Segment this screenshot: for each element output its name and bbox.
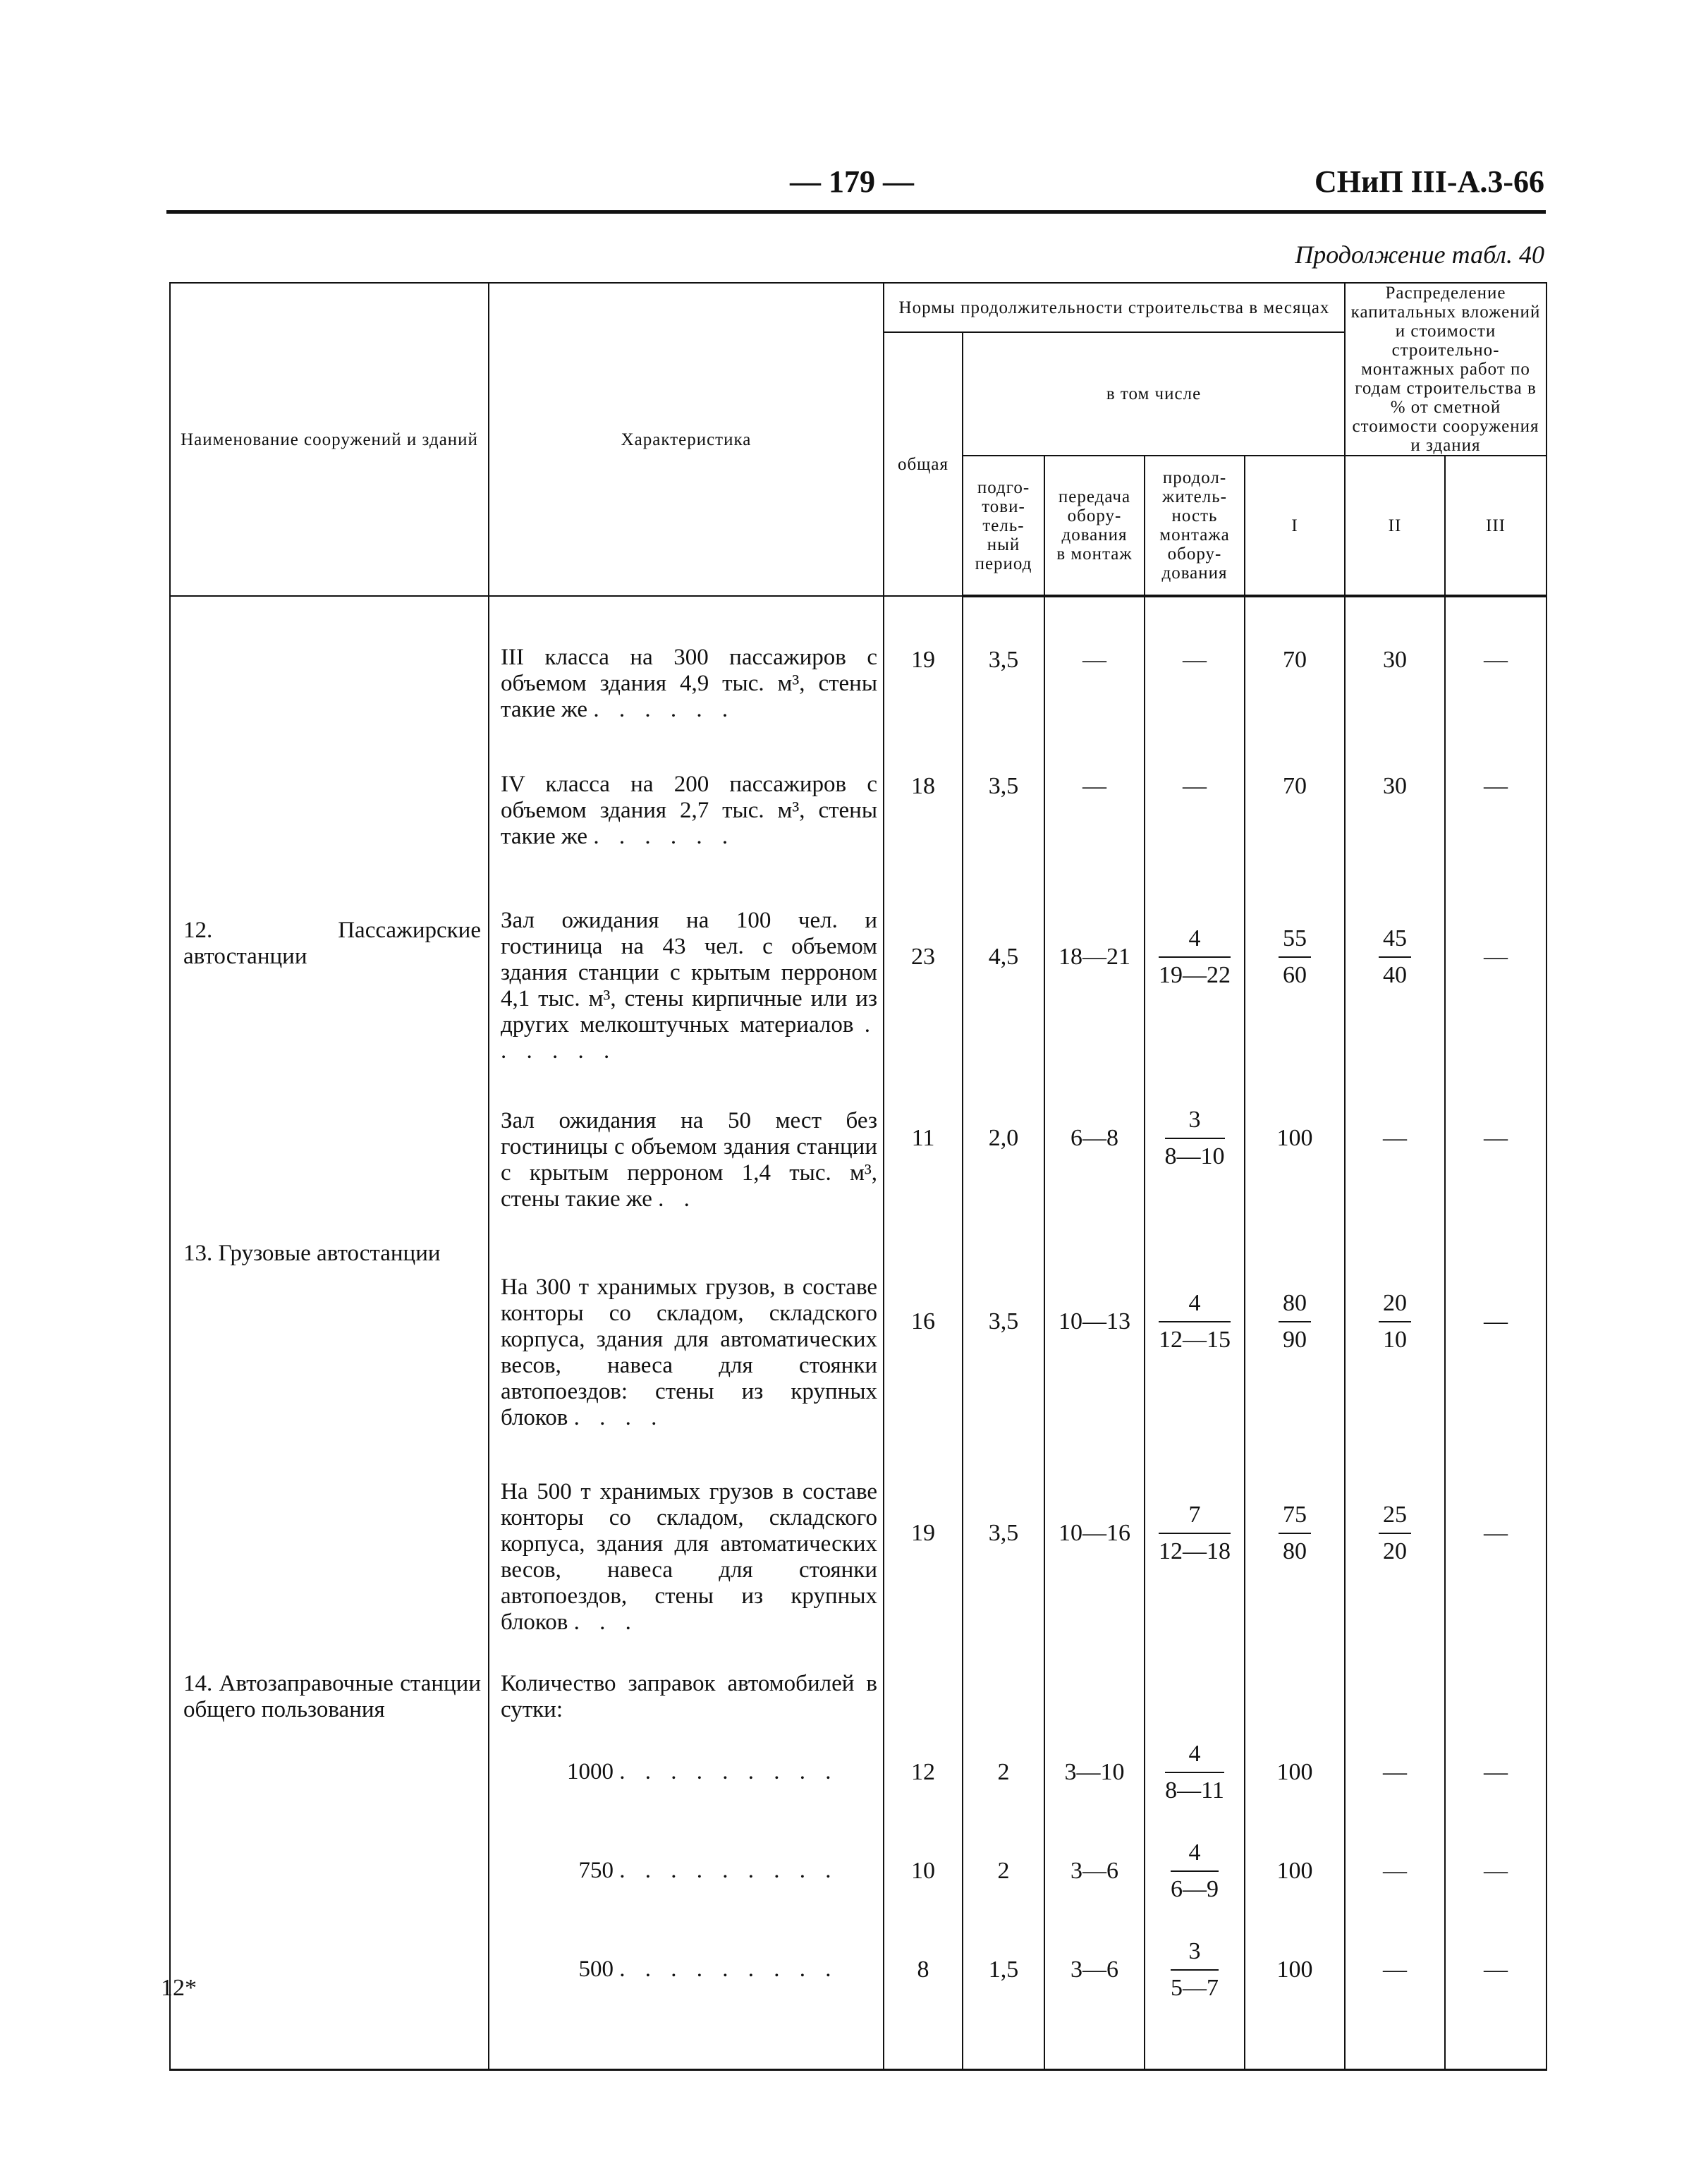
row-name	[170, 1064, 489, 1212]
fraction-top: 3	[1171, 1938, 1219, 1971]
leader-dots: . . . . . . . . .	[619, 1957, 838, 1983]
cell-year-2-fraction	[1379, 925, 1411, 989]
fraction-top: 4	[1159, 1290, 1231, 1322]
cell-transfer: 3—6	[1044, 1921, 1145, 2019]
cell-total: 19	[884, 596, 963, 723]
table-row	[170, 1636, 1547, 1723]
row-name	[170, 1431, 489, 1636]
cell-year-3: —	[1445, 723, 1547, 850]
cell-year-3: —	[1445, 850, 1547, 1064]
row-characteristic: Количество заправок автомобилей в сутки:	[489, 1636, 884, 1723]
cell-year-1: 100	[1245, 1822, 1345, 1921]
fraction-bottom: 80	[1283, 1538, 1307, 1564]
row-name	[170, 596, 489, 723]
cell-transfer: 3—10	[1044, 1723, 1145, 1822]
fraction-top: 3	[1165, 1107, 1225, 1139]
cell-year-1-fraction	[1279, 925, 1311, 989]
cell-year-3: —	[1445, 1212, 1547, 1431]
fraction-top: 7	[1159, 1502, 1231, 1534]
fraction-top: 4	[1159, 925, 1231, 958]
fraction-top: 80	[1279, 1290, 1311, 1322]
fraction-bottom: 20	[1383, 1538, 1407, 1564]
table-row	[170, 596, 1547, 723]
leader-dots: . . . . . .	[593, 697, 736, 723]
leader-dots: . . . . . . . . .	[619, 1759, 838, 1785]
cell-duration: —	[1145, 723, 1245, 850]
cell-year-2-fraction	[1379, 1502, 1411, 1565]
header-year-3: III	[1445, 456, 1547, 596]
header-year-1: I	[1245, 456, 1345, 596]
page-number: — 179 —	[790, 164, 914, 199]
cell-duration-fraction	[1165, 1741, 1224, 1804]
row-name	[170, 1921, 489, 2019]
cell-prep: 2	[963, 1822, 1044, 1921]
fraction-bottom: 8—11	[1165, 1777, 1224, 1803]
row-name: 13. Грузовые автостанции	[170, 1212, 489, 1431]
header-distribution-group: Распределение капитальных вложений и стоимости строительно-монтажных работ по годам строительства в % от сметной стоимости сооружения и здания	[1345, 283, 1547, 456]
row-characteristic: На 300 т хранимых грузов, в составе конторы со складом, складского корпуса, здания для автоматических весов, навеса для стоянки автопоездов: стены из крупных блоков	[501, 1274, 877, 1431]
fraction-top: 75	[1279, 1502, 1311, 1534]
cell-transfer: 10—16	[1044, 1431, 1145, 1636]
cell-total: 12	[884, 1723, 963, 1822]
fraction-bottom: 6—9	[1171, 1875, 1219, 1902]
cell-total: 23	[884, 850, 963, 1064]
cell-transfer: —	[1044, 596, 1145, 723]
leader-dots: . .	[658, 1186, 697, 1212]
row-quantity: 750	[578, 1858, 614, 1884]
document-code: СНиП III-А.3-66	[1314, 164, 1544, 199]
leader-dots: . . . . . .	[593, 824, 736, 850]
fraction-bottom: 40	[1383, 962, 1407, 988]
header-install-duration: продол- житель- ность монтажа обору- дования	[1145, 456, 1245, 596]
cell-year-1: 70	[1245, 596, 1345, 723]
cell-year-2: —	[1345, 1064, 1445, 1212]
table-row	[170, 1064, 1547, 1212]
header-name: Наименование сооружений и зданий	[170, 283, 489, 596]
table-row	[170, 1921, 1547, 2019]
header-equipment-transfer: передача обору- дования в монтаж	[1044, 456, 1145, 596]
fraction-top: 4	[1171, 1839, 1219, 1872]
row-name	[170, 1822, 489, 1921]
fraction-bottom: 90	[1283, 1327, 1307, 1353]
row-name	[170, 1723, 489, 1822]
row-characteristic: IV класса на 200 пассажиров с объемом здания 2,7 тыс. м³, стены такие же	[501, 772, 877, 850]
cell-total: 16	[884, 1212, 963, 1431]
header-prep-period: подго- тови- тель- ный период	[963, 456, 1044, 596]
construction-norms-table	[169, 282, 1547, 2071]
fraction-bottom: 12—15	[1159, 1327, 1231, 1353]
cell-duration: —	[1145, 596, 1245, 723]
cell-transfer: 6—8	[1044, 1064, 1145, 1212]
cell-prep: 3,5	[963, 596, 1044, 723]
cell-year-3: —	[1445, 1921, 1547, 2019]
cell-total: 19	[884, 1431, 963, 1636]
cell-prep: 1,5	[963, 1921, 1044, 2019]
table-row	[170, 1431, 1547, 1636]
cell-duration-fraction	[1171, 1839, 1219, 1903]
cell-year-3: —	[1445, 596, 1547, 723]
cell-prep: 3,5	[963, 1431, 1044, 1636]
cell-year-1-fraction	[1279, 1290, 1311, 1353]
cell-total: 18	[884, 723, 963, 850]
cell-year-2: 30	[1345, 596, 1445, 723]
cell-prep: 2,0	[963, 1064, 1044, 1212]
cell-year-1: 100	[1245, 1723, 1345, 1822]
cell-duration-fraction	[1159, 925, 1231, 989]
cell-transfer: —	[1044, 723, 1145, 850]
cell-duration-fraction	[1165, 1107, 1225, 1170]
fraction-top: 4	[1165, 1741, 1224, 1773]
cell-year-2: 30	[1345, 723, 1445, 850]
cell-year-3: —	[1445, 1064, 1547, 1212]
row-characteristic: На 500 т хранимых грузов в составе конторы со складом, складского корпуса, здания для автоматических весов, навеса для стоянки автопоездов, стены из крупных блоков	[501, 1479, 877, 1636]
cell-duration-fraction	[1159, 1502, 1231, 1565]
table-row	[170, 1822, 1547, 1921]
leader-dots: . . . . . . . . .	[619, 1858, 838, 1884]
header-rule	[166, 210, 1546, 214]
table-row	[170, 1212, 1547, 1431]
cell-prep: 3,5	[963, 723, 1044, 850]
cell-year-3: —	[1445, 1431, 1547, 1636]
cell-prep: 2	[963, 1723, 1044, 1822]
row-characteristic: III класса на 300 пассажиров с объемом здания 4,9 тыс. м³, стены такие же	[501, 645, 877, 723]
cell-year-3: —	[1445, 1723, 1547, 1822]
cell-year-1: 100	[1245, 1064, 1345, 1212]
cell-prep: 4,5	[963, 850, 1044, 1064]
header-characteristic: Характеристика	[489, 283, 884, 596]
header-including: в том числе	[963, 332, 1345, 456]
signature-mark: 12*	[161, 1975, 197, 2001]
header-total: общая	[884, 332, 963, 596]
cell-total: 10	[884, 1822, 963, 1921]
header-year-2: II	[1345, 456, 1445, 596]
cell-year-2: —	[1345, 1723, 1445, 1822]
cell-total: 8	[884, 1921, 963, 2019]
fraction-top: 20	[1379, 1290, 1411, 1322]
row-name: 14. Автозаправочные станции общего пользования	[170, 1636, 489, 1723]
row-characteristic: Зал ожидания на 50 мест без гостиницы с объемом здания станции с крытым перроном 1,4 тыс. м³, стены такие же	[501, 1108, 877, 1212]
leader-dots: . . . . . .	[501, 1012, 877, 1064]
fraction-bottom: 8—10	[1164, 1143, 1225, 1169]
cell-year-2-fraction	[1379, 1290, 1411, 1353]
cell-year-1: 70	[1245, 723, 1345, 850]
leader-dots: . . . .	[573, 1405, 664, 1431]
table-row	[170, 723, 1547, 850]
row-quantity: 500	[578, 1957, 614, 1983]
table-bottom-rule	[170, 2019, 1547, 2070]
cell-transfer: 10—13	[1044, 1212, 1145, 1431]
cell-year-1-fraction	[1279, 1502, 1311, 1565]
cell-year-2: —	[1345, 1822, 1445, 1921]
fraction-bottom: 12—18	[1159, 1538, 1231, 1564]
row-name	[170, 723, 489, 850]
fraction-bottom: 10	[1383, 1327, 1407, 1353]
table-row	[170, 1723, 1547, 1822]
cell-transfer: 3—6	[1044, 1822, 1145, 1921]
fraction-top: 45	[1379, 925, 1411, 958]
cell-year-3: —	[1445, 1822, 1547, 1921]
fraction-bottom: 19—22	[1159, 962, 1231, 988]
cell-year-2: —	[1345, 1921, 1445, 2019]
cell-transfer: 18—21	[1044, 850, 1145, 1064]
cell-total: 11	[884, 1064, 963, 1212]
row-quantity: 1000	[567, 1759, 614, 1785]
row-name: 12. Пассажирские автостанции	[170, 850, 489, 1064]
cell-year-1: 100	[1245, 1921, 1345, 2019]
header-norms-group: Нормы продолжительности строительства в месяцах	[884, 283, 1345, 332]
row-characteristic: Зал ожидания на 100 чел. и гостиница на 43 чел. с объемом здания станции с крытым перроном 4,1 тыс. м³, стены кирпичные или из других мелкоштучных материалов	[501, 908, 877, 1038]
fraction-bottom: 60	[1283, 962, 1307, 988]
fraction-top: 25	[1379, 1502, 1411, 1534]
cell-duration-fraction	[1171, 1938, 1219, 2002]
cell-prep: 3,5	[963, 1212, 1044, 1431]
cell-duration-fraction	[1159, 1290, 1231, 1353]
table-continuation-caption: Продолжение табл. 40	[1295, 241, 1544, 269]
fraction-bottom: 5—7	[1171, 1974, 1219, 2001]
leader-dots: . . .	[573, 1610, 638, 1636]
fraction-top: 55	[1279, 925, 1311, 958]
table-row	[170, 850, 1547, 1064]
